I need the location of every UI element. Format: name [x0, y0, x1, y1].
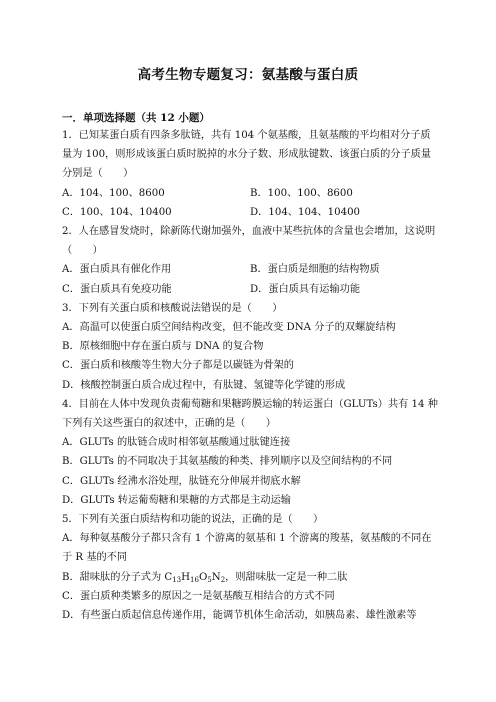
- option-c: C．蛋白质种类繁多的原因之一是氨基酸互相结合的方式不同: [62, 590, 335, 602]
- page-title: 高考生物专题复习：氨基酸与蛋白质: [137, 67, 359, 83]
- option-d: D．GLUTs 转运葡萄糖和果糖的方式都是主动运输: [62, 494, 291, 506]
- question-stem: 5．下列有关蛋白质结构和功能的说法，正确的是（ ）: [62, 514, 324, 526]
- question-stem: 3．下列有关蛋白质和核酸说法错误的是（ ）: [62, 302, 283, 314]
- question-2: [62, 222, 438, 299]
- option-a: A．蛋白质具有催化作用: [62, 264, 172, 276]
- option-c: C．GLUTs 经沸水浴处理，肽链充分伸展并彻底水解: [62, 475, 301, 487]
- option-b: [62, 568, 438, 587]
- option-a: A．GLUTs 的肽链合成时相邻氨基酸通过肽键连接: [62, 437, 291, 449]
- option-row: [62, 260, 438, 279]
- formula-element: N: [211, 571, 221, 583]
- question-1: [62, 126, 438, 222]
- option-b-text: B．甜味肽的分子式为 C: [62, 571, 173, 583]
- question-stem: 2．人在感冒发烧时，除新陈代谢加强外，血液中某些抗体的含量也会增加，这说明（ ）: [62, 226, 436, 257]
- question-4: [62, 395, 438, 510]
- option-b-text: ，则甜味肽一定是一种二肽: [225, 571, 348, 583]
- question-stem: 4．目前在人体中发现负责葡萄糖和果糖跨膜运输的转运蛋白（GLUTs）共有 14 种下列有关这些蛋白的叙述中，正确的是（ ）: [62, 398, 438, 430]
- question-3: [62, 299, 438, 395]
- option-c: C．蛋白质和核酸等生物大分子都是以碳链为骨架的: [62, 360, 294, 372]
- question-5: [62, 510, 438, 625]
- subscript: 13: [172, 575, 182, 584]
- option-row: [62, 184, 438, 203]
- option-a: A．高温可以使蛋白质空间结构改变，但不能改变 DNA 分子的双螺旋结构: [62, 322, 396, 334]
- option-d: D．104、104、10400: [250, 206, 361, 218]
- question-list: [62, 126, 438, 625]
- subscript: 5: [207, 575, 212, 584]
- option-a: A．104、100、8600: [62, 187, 165, 199]
- formula-element: H: [181, 571, 191, 583]
- option-row: [62, 203, 438, 222]
- option-a: A．每种氨基酸分子都只含有 1 个游离的氨基和 1 个游离的羧基，氨基酸的不同在于 R 基的不同: [62, 533, 432, 564]
- formula-element: O: [198, 571, 208, 583]
- option-b: B．原核细胞中存在蛋白质与 DNA 的复合物: [62, 341, 264, 353]
- option-b: B．蛋白质是细胞的结构物质: [250, 264, 380, 276]
- option-b: B．GLUTs 的不同取决于其氨基酸的种类、排列顺序以及空间结构的不同: [62, 456, 393, 468]
- option-c: C．100、104、10400: [62, 206, 172, 218]
- option-b: B．100、100、8600: [250, 187, 353, 199]
- section-heading: 一．单项选择题（共 12 小题）: [62, 112, 210, 124]
- subscript: 2: [220, 575, 226, 584]
- option-d: D．核酸控制蛋白质合成过程中，有肽键、氢键等化学键的形成: [62, 379, 346, 391]
- subscript: 16: [190, 575, 199, 584]
- option-c: C．蛋白质具有免疫功能: [62, 283, 172, 295]
- option-row: [62, 280, 438, 299]
- option-d: D．有些蛋白质起信息传递作用，能调节机体生命活动，如胰岛素、雄性激素等: [62, 610, 417, 622]
- question-stem: 1．已知某蛋白质有四条多肽链，共有 104 个氨基酸，且氨基酸的平均相对分子质量为 100，则形成该蛋白质时脱掉的水分子数、形成肽键数、该蛋白质的分子质量分别是（ ）: [62, 130, 432, 180]
- option-d: D．蛋白质具有运输功能: [250, 283, 361, 295]
